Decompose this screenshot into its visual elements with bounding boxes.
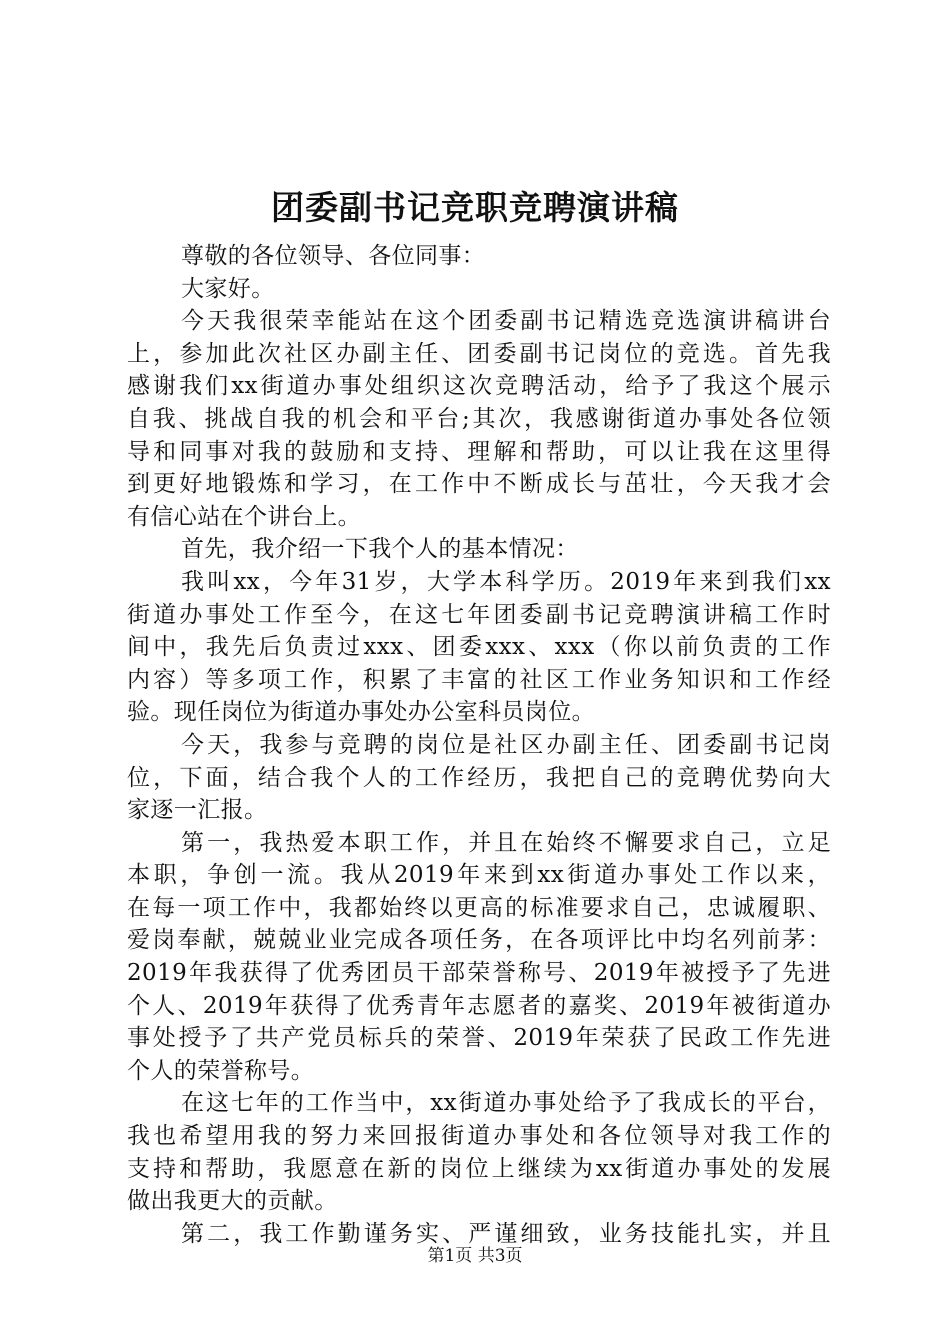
text-line: 街道办事处工作至今，在这七年团委副书记竞聘演讲稿工作时 [127, 601, 831, 628]
text-line: 内容）等多项工作，积累了丰富的社区工作业务知识和工作经 [127, 666, 831, 693]
text-line: 大家好。 [181, 275, 275, 302]
text-line: 做出我更大的贡献。 [127, 1188, 338, 1215]
text-line: 我叫xx，今年31岁，大学本科学历。2019年来到我们xx [181, 568, 831, 595]
text-line: 爱岗奉献，兢兢业业完成各项任务，在各项评比中均名列前茅： [127, 927, 831, 954]
text-line: 本职，争创一流。我从2019年来到xx街道办事处工作以来， [127, 862, 831, 889]
text-line: 尊敬的各位领导、各位同事： [181, 243, 486, 269]
text-line: 支持和帮助，我愿意在新的岗位上继续为xx街道办事处的发展 [127, 1155, 831, 1182]
text-line: 2019年我获得了优秀团员干部荣誉称号、2019年被授予了先进 [127, 960, 831, 987]
text-line: 感谢我们xx街道办事处组织这次竞聘活动，给予了我这个展示 [127, 373, 831, 400]
text-line: 今天我很荣幸能站在这个团委副书记精选竞选演讲稿讲台 [181, 308, 831, 335]
document-title: 团委副书记竞职竞聘演讲稿 [271, 188, 679, 227]
document-body [127, 240, 831, 1250]
text-line: 验。现任岗位为街道办事处办公室科员岗位。 [127, 699, 595, 726]
text-line: 位，下面，结合我个人的工作经历，我把自己的竞聘优势向大 [127, 764, 831, 791]
text-line: 到更好地锻炼和学习，在工作中不断成长与茁壮，今天我才会 [127, 471, 831, 498]
text-line: 事处授予了共产党员标兵的荣誉、2019年荣获了民政工作先进 [127, 1025, 831, 1052]
text-line: 今天，我参与竞聘的岗位是社区办副主任、团委副书记岗 [181, 731, 831, 758]
text-line: 有信心站在个讲台上。 [127, 503, 361, 530]
text-line: 首先，我介绍一下我个人的基本情况： [181, 536, 579, 563]
text-line: 间中，我先后负责过xxx、团委xxx、xxx（你以前负责的工作 [127, 634, 831, 661]
text-line: 导和同事对我的鼓励和支持、理解和帮助，可以让我在这里得 [127, 438, 831, 465]
text-line: 上，参加此次社区办副主任、团委副书记岗位的竞选。首先我 [127, 340, 831, 367]
text-line: 我也希望用我的努力来回报街道办事处和各位领导对我工作的 [127, 1123, 831, 1150]
text-line: 在这七年的工作当中，xx街道办事处给予了我成长的平台， [181, 1090, 831, 1117]
page-footer: 第1页 共3页 [427, 1246, 523, 1266]
text-line: 个人、2019年获得了优秀青年志愿者的嘉奖、2019年被街道办 [127, 992, 831, 1019]
text-line: 家逐一汇报。 [127, 797, 268, 824]
text-line: 第二，我工作勤谨务实、严谨细致，业务技能扎实，并且 [181, 1220, 831, 1247]
text-line: 在每一项工作中，我都始终以更高的标准要求自己，忠诚履职、 [127, 894, 831, 921]
text-line: 个人的荣誉称号。 [127, 1057, 315, 1084]
text-line: 第一，我热爱本职工作，并且在始终不懈要求自己，立足 [181, 829, 831, 856]
text-line: 自我、挑战自我的机会和平台;其次，我感谢街道办事处各位领 [127, 405, 831, 432]
